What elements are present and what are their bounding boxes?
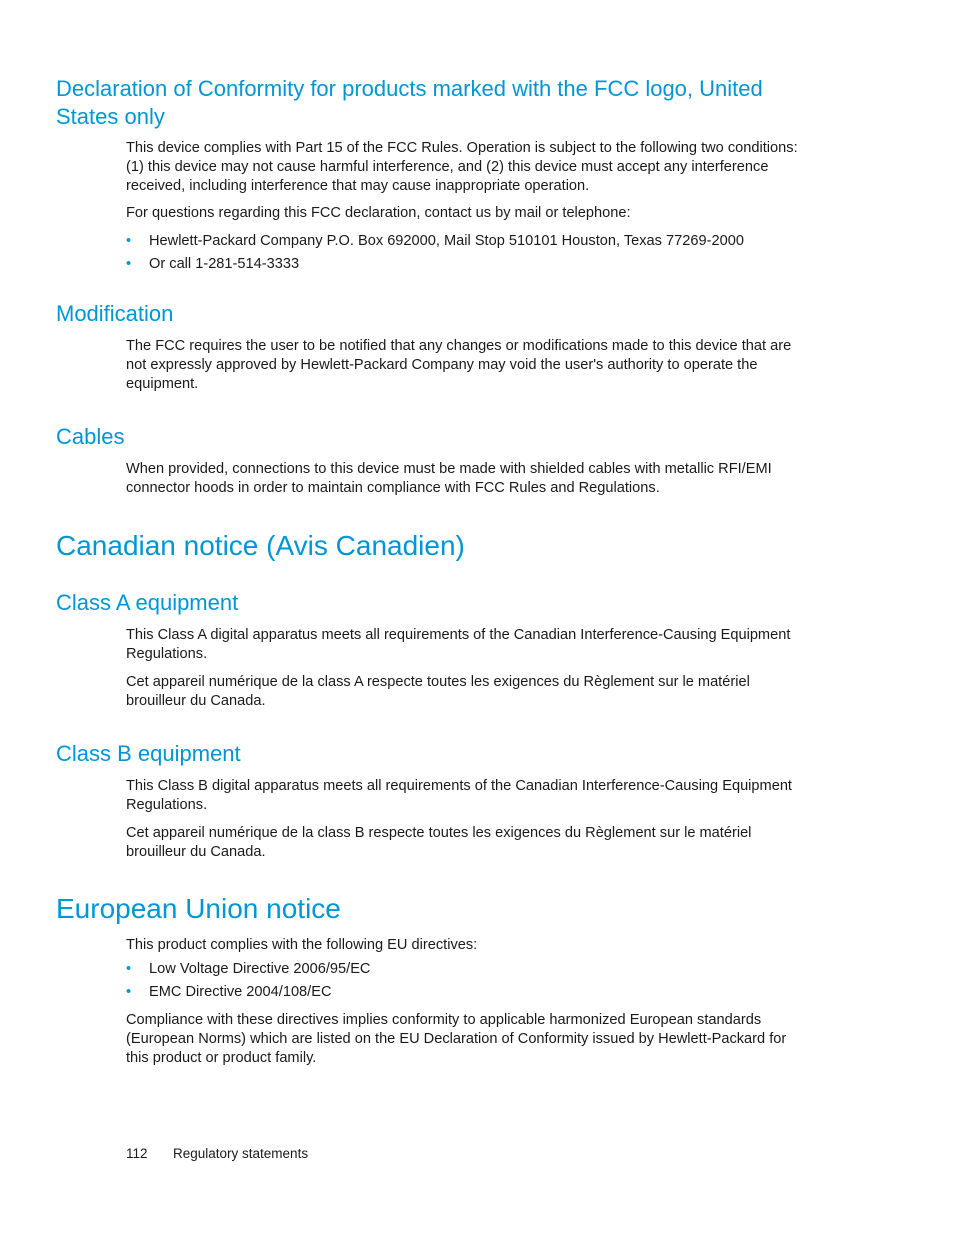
class-a-english-paragraph: This Class A digital apparatus meets all requirements of the Canadian Interference-Causing Equipment Regulations. bbox=[126, 627, 791, 662]
list-item-text: EMC Directive 2004/108/EC bbox=[149, 984, 332, 1000]
eu-compliance-paragraph: Compliance with these directives implies conformity to applicable harmonized European standards (European Norms) which are listed on the EU Declaration of Conformity issued by Hewlett-Packard for this product or product family. bbox=[126, 1012, 787, 1066]
cables-heading: Cables bbox=[56, 424, 125, 449]
class-b-french-paragraph: Cet appareil numérique de la class B respecte toutes les exigences du Règlement sur le matériel brouilleur du Canada. bbox=[126, 825, 752, 860]
list-item-text: Low Voltage Directive 2006/95/EC bbox=[149, 961, 371, 977]
cables-paragraph: When provided, connections to this device must be made with shielded cables with metallic RFI/EMI connector hoods in order to maintain compliance with FCC Rules and Regulations. bbox=[126, 461, 772, 496]
class-b-english-paragraph: This Class B digital apparatus meets all requirements of the Canadian Interference-Causing Equipment Regulations. bbox=[126, 778, 792, 813]
modification-paragraph: The FCC requires the user to be notified that any changes or modifications made to this device that are not expressly approved by Hewlett-Packard Company may void the user's authority to operate the equipment. bbox=[126, 338, 792, 392]
page-number: 112 bbox=[126, 1146, 148, 1161]
footer-section-title: Regulatory statements bbox=[173, 1146, 309, 1161]
list-item-text: Hewlett-Packard Company P.O. Box 692000, Mail Stop 510101 Houston, Texas 77269-2000 bbox=[149, 233, 744, 249]
bullet-icon: • bbox=[126, 256, 132, 272]
eu-notice-heading: European Union notice bbox=[56, 893, 341, 924]
class-a-heading: Class A equipment bbox=[56, 590, 239, 615]
list-item-text: Or call 1-281-514-3333 bbox=[149, 256, 300, 272]
bullet-icon: • bbox=[126, 961, 132, 977]
modification-heading: Modification bbox=[56, 301, 174, 326]
fcc-declaration-heading: Declaration of Conformity for products marked with the FCC logo, United States only bbox=[56, 76, 763, 129]
eu-directives-intro: This product complies with the following EU directives: bbox=[126, 937, 478, 953]
fcc-conditions-paragraph: This device complies with Part 15 of the FCC Rules. Operation is subject to the following two conditions: (1) this device may not cause harmful interference, and (2) this device must accept any interference received, including interference that may cause inappropriate operation. bbox=[126, 140, 798, 194]
canadian-notice-heading: Canadian notice (Avis Canadien) bbox=[56, 530, 465, 561]
class-b-heading: Class B equipment bbox=[56, 741, 241, 766]
bullet-icon: • bbox=[126, 233, 132, 249]
bullet-icon: • bbox=[126, 984, 132, 1000]
fcc-contact-paragraph: For questions regarding this FCC declaration, contact us by mail or telephone: bbox=[126, 205, 631, 221]
class-a-french-paragraph: Cet appareil numérique de la class A respecte toutes les exigences du Règlement sur le matériel brouilleur du Canada. bbox=[126, 674, 750, 709]
